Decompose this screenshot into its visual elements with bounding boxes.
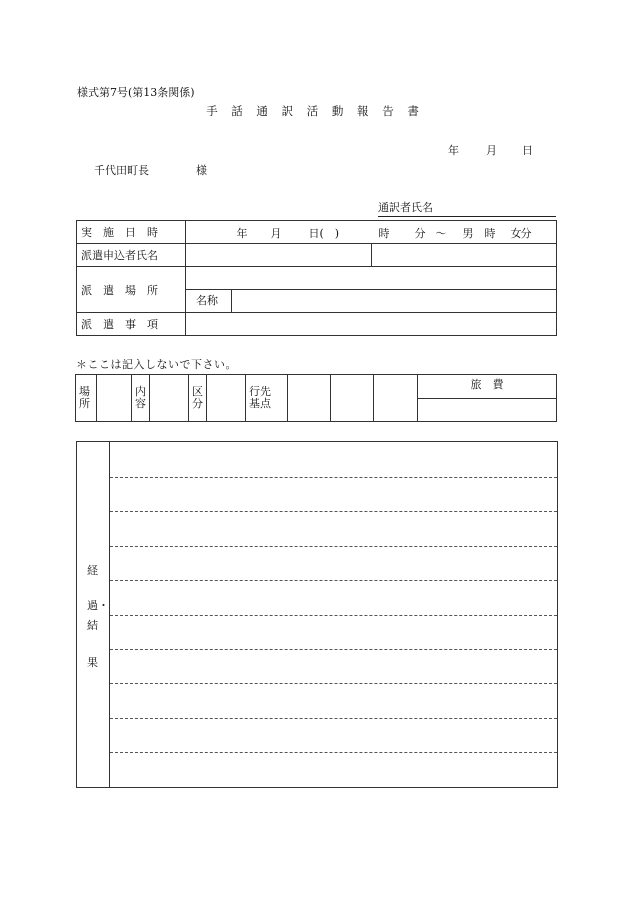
dispatch-matter-field[interactable]	[186, 313, 557, 336]
office-destination-line2: 基点	[249, 397, 271, 410]
interpreter-name-label: 通訳者氏名	[378, 201, 433, 214]
office-place-char2: 所	[79, 397, 90, 410]
gender-field[interactable]	[371, 226, 557, 267]
progress-label-char1: 経	[87, 564, 98, 577]
office-cell	[374, 375, 418, 422]
office-place-cell	[97, 375, 132, 422]
dt-tilde: ～	[435, 226, 447, 240]
progress-label-char2: 過・結	[87, 599, 109, 632]
office-content-cell	[150, 375, 189, 422]
date-year: 年	[448, 144, 459, 157]
gender-female[interactable]: 女	[510, 226, 522, 240]
progress-label-char3: 果	[87, 656, 98, 669]
applicant-name-field[interactable]	[186, 244, 372, 267]
office-use-table	[75, 374, 557, 422]
office-destination-label	[246, 375, 288, 422]
table-row	[76, 375, 557, 399]
writing-line	[110, 683, 557, 684]
report-date	[448, 142, 533, 158]
office-category-label	[189, 375, 207, 422]
dt-min-end: 分	[520, 226, 532, 240]
writing-line	[110, 580, 557, 581]
dt-day: 日( )	[308, 226, 340, 240]
writing-line	[110, 511, 557, 512]
office-use-note: ＊ここは記入しないで下さい。	[76, 358, 237, 371]
honorific: 様	[196, 164, 207, 177]
form-number: 様式第7号(第13条関係)	[77, 86, 195, 99]
place-name-input[interactable]	[232, 290, 556, 312]
office-cell	[331, 375, 374, 422]
gender-male[interactable]: 男	[462, 226, 474, 240]
dispatch-place-name-row	[186, 290, 557, 313]
office-content-char1: 内	[135, 385, 146, 398]
office-category-char1: 区	[192, 385, 203, 398]
table-row	[77, 313, 557, 336]
place-name-label: 名称	[186, 290, 232, 312]
writing-line	[110, 477, 557, 478]
table-row	[77, 267, 557, 290]
applicant-name-label: 派遣申込者氏名	[77, 244, 186, 267]
office-destination-line1: 行先	[249, 385, 271, 398]
office-category-cell	[207, 375, 246, 422]
writing-line	[110, 615, 557, 616]
date-day: 日	[522, 144, 533, 157]
document-title: 手 話 通 訳 活 動 報 告 書	[206, 104, 424, 118]
office-cell	[288, 375, 331, 422]
office-category-char2: 分	[192, 397, 203, 410]
table-row	[77, 244, 557, 267]
writing-line	[110, 649, 557, 650]
date-month: 月	[486, 144, 497, 157]
report-main-table	[76, 220, 557, 336]
dt-year: 年	[236, 226, 248, 240]
writing-line	[110, 752, 557, 753]
dispatch-place-field[interactable]	[186, 267, 557, 290]
dt-month: 月	[270, 226, 282, 240]
progress-result-label	[77, 442, 110, 787]
office-place-label	[76, 375, 97, 422]
dt-min-start: 分	[414, 226, 426, 240]
table-row	[77, 221, 557, 244]
office-content-label	[132, 375, 150, 422]
writing-line	[110, 546, 557, 547]
implementation-datetime-label: 実 施 日 時	[77, 221, 186, 244]
office-content-char2: 容	[135, 397, 146, 410]
office-place-char1: 場	[79, 385, 90, 398]
implementation-datetime-field[interactable]	[186, 221, 557, 244]
writing-line	[110, 718, 557, 719]
travel-expense-label: 旅 費	[418, 375, 557, 399]
travel-expense-cell	[418, 399, 557, 422]
dt-hour-end: 時	[484, 226, 496, 240]
addressee: 千代田町長	[94, 164, 149, 177]
dt-hour-start: 時	[378, 226, 390, 240]
interpreter-name-field[interactable]	[378, 199, 556, 217]
dispatch-place-label: 派 遣 場 所	[77, 267, 186, 313]
progress-result-box[interactable]	[76, 441, 558, 788]
dispatch-matter-label: 派 遣 事 項	[77, 313, 186, 336]
